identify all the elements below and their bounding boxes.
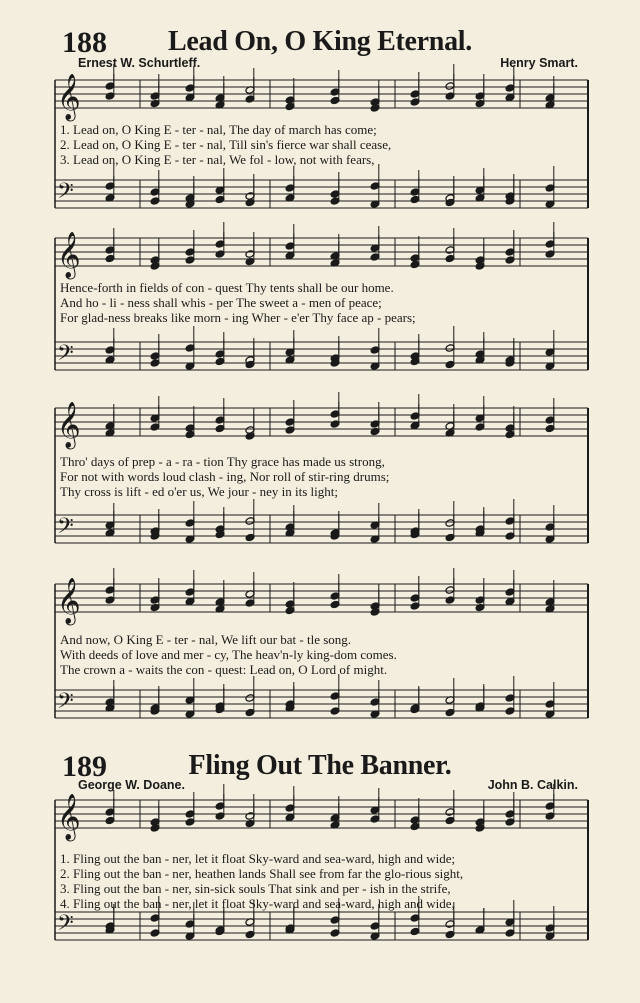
hymn-number: 189 [62,750,107,783]
music-credit: John B. Calkin. [487,778,578,792]
lyrics-system-2 [60,280,580,325]
hymn-title: Fling Out The Banner. [188,750,452,781]
lyric-line: Thro' days of prep - a - ra - tion Thy grace has made us strong, [60,454,385,469]
svg-text:𝄞: 𝄞 [57,402,81,448]
lyric-line: 2. Fling out the ban - ner, heathen lands Shall see from far the glo-rious sight, [60,866,464,881]
svg-text:𝄢: 𝄢 [57,514,74,544]
svg-text:𝄞: 𝄞 [57,74,81,120]
lyric-line: Hence-forth in fields of con - quest Thy tents shall be our home. [60,280,394,295]
hymn-number: 188 [62,26,107,59]
lyric-line: 3. Fling out the ban - ner, sin-sick souls That sink and per - ish in the strife, [60,881,451,896]
lyric-line: 3. Lead on, O King E - ter - nal, We fol - low, not with fears, [60,152,375,167]
lyric-line: For not with words loud clash - ing, Nor roll of stir-ring drums; [60,469,390,484]
lyric-line: 4. Fling out the ban - ner, let it float Sky-ward and sea-ward, high and wide, [60,896,455,911]
svg-text:𝄢: 𝄢 [57,341,74,371]
lyric-line: 2. Lead on, O King E - ter - nal, Till sin's fierce war shall cease, [60,137,392,152]
lyrics-system-3 [60,454,580,499]
lyrics-hymn-189 [60,851,580,911]
lyric-line: 1. Fling out the ban - ner, let it float Sky-ward and sea-ward, high and wide; [60,851,456,866]
hymn-title: Lead On, O King Eternal. [168,26,472,57]
lyric-line: For glad-ness breaks like morn - ing Wher - e'er Thy face ap - pears; [60,310,416,325]
svg-text:𝄢: 𝄢 [57,179,74,209]
svg-text:𝄞: 𝄞 [57,794,81,840]
svg-text:𝄢: 𝄢 [57,911,74,941]
music-credit: Henry Smart. [500,56,578,70]
lyric-line: And ho - li - ness shall whis - per The sweet a - men of peace; [60,295,382,310]
lyric-line: Thy cross is lift - ed o'er us, We jour - ney in its light; [60,484,338,499]
lyrics-system-4 [60,632,580,677]
lyric-line: The crown a - waits the con - quest: Lead on, O Lord of might. [60,662,388,677]
lyric-line: And now, O King E - ter - nal, We lift our bat - tle song. [60,632,352,647]
lyrics-system-1 [60,122,580,167]
words-credit: Ernest W. Schurtleff. [78,56,201,70]
lyric-line: 1. Lead on, O King E - ter - nal, The day of march has come; [60,122,377,137]
svg-text:𝄢: 𝄢 [57,689,74,719]
svg-text:𝄞: 𝄞 [57,232,81,278]
svg-text:𝄞: 𝄞 [57,578,81,624]
words-credit: George W. Doane. [78,778,185,792]
lyric-line: With deeds of love and mer - cy, The heav'n-ly king-dom comes. [60,647,397,662]
